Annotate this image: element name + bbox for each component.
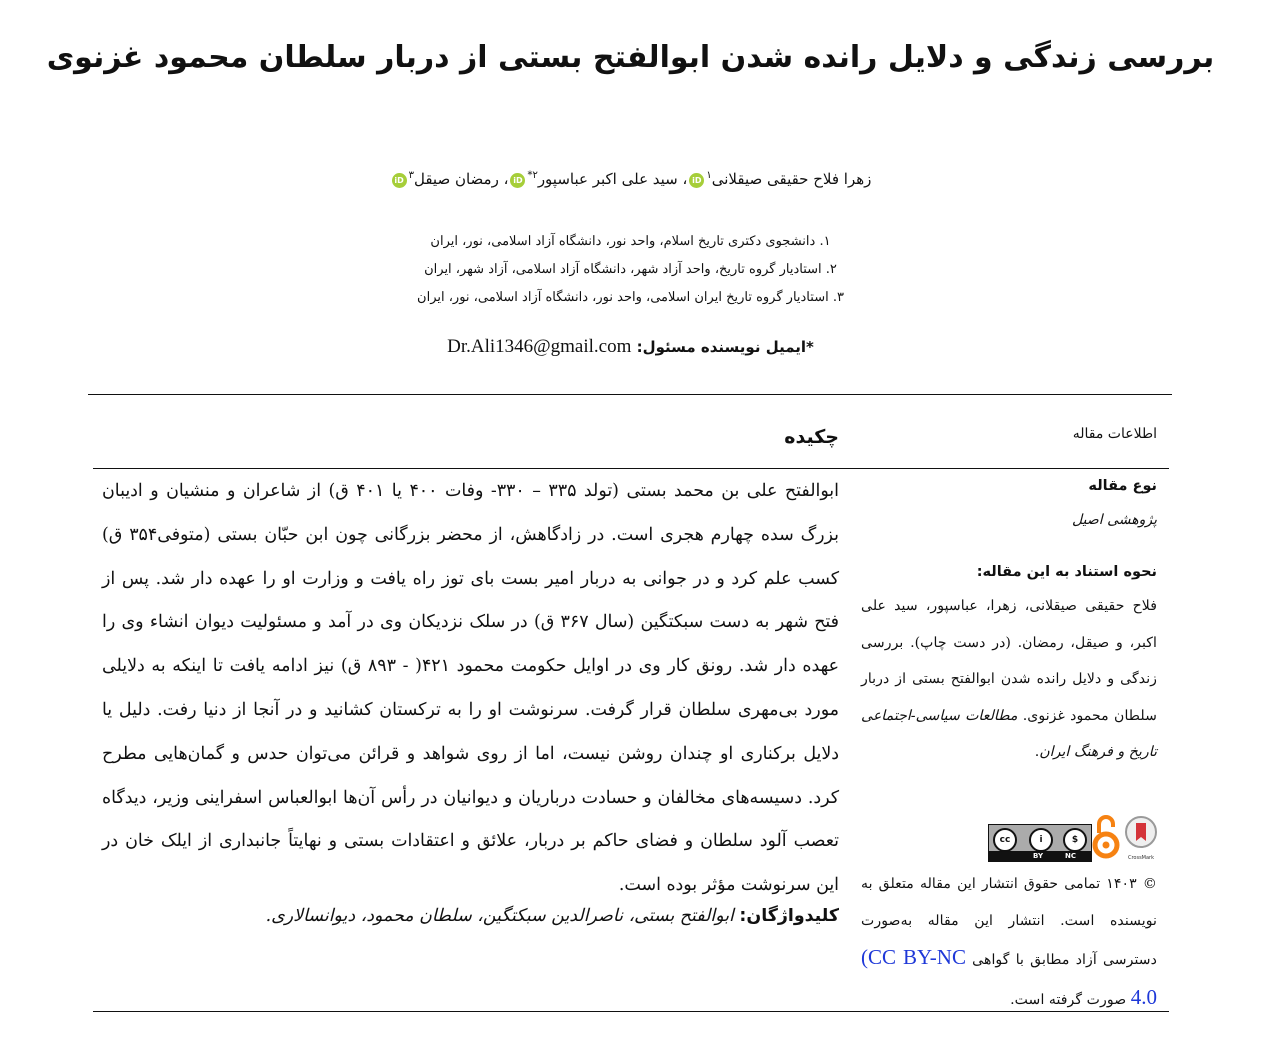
- paper-title: بررسی زندگی و دلایل رانده شدن ابوالفتح بستی از دربار سلطان محمود غزنوی: [46, 40, 1215, 75]
- open-access-icon: [1092, 813, 1120, 859]
- author-list: [0, 170, 1261, 188]
- email-label: *ایمیل نویسنده مسئول:: [631, 338, 814, 356]
- author-name: زهرا فلاح حقیقی صیقلانی: [711, 170, 872, 188]
- license-text-end: صورت گرفته است.: [1010, 991, 1131, 1008]
- cc-by-label: BY: [1033, 852, 1044, 860]
- citation-label: نحوه استناد به این مقاله:: [976, 564, 1157, 580]
- author-name: سید علی اکبر عباسپور: [537, 170, 678, 188]
- cc-nc-label: NC: [1065, 852, 1076, 860]
- abstract-text: ابوالفتح علی بن محمد بستی (تولد ۳۳۵ – ۳۳۰- وفات ۴۰۰ یا ۴۰۱ ق) از شاعران و منشیان و ادیبان بزرگ سده چهارم هجری است. در زادگاهش، از محضر بزرگانی چون ابن حبّان بستی (متوفی‌۳۵۴ ق) کسب علم کرد و در جوانی به دربار امیر بست بای توز راه یافت و وزارت او را عهده دار شد. پس از فتح شهر به دست سبکتگین (سال ۳۶۷ ق) در سلک نزدیکان وی در آمد و مسئولیت دیوان انشاء وی را عهده دار شد. رونق کار وی در اوایل حکومت محمود ۴۲۱( - ۸۹۳ ق) نیز ادامه یافت تا اینکه به دلایلی مورد بی‌مهری سلطان قرار گرفت. سرنوشت او را به ترکستان کشانید و در آنجا از دنیا رفت. دلیل یا دلایل برکناری او چندان روشن نیست، اما از روی شواهد و قرائن می‌توان حدس و گمان‌هایی مطرح کرد. دسیسه‌های مخالفان و حسادت درباریان و دیوانیان در رأس آن‌ها ابوالعباس اسفراینی وزیر، دیدگاه تعصب آلود سلطان و فضای حاکم بر دربار، علائق و اعتقادات بستی و نهایتاً جانبداری از ایلک خان در این سرنوشت مؤثر بوده است.: [102, 481, 840, 896]
- citation-end: .: [1034, 744, 1040, 760]
- footer-divider: [93, 1011, 1169, 1012]
- license-logos: [988, 813, 1158, 861]
- abstract-body: [102, 470, 839, 908]
- article-info-heading: اطلاعات مقاله: [1072, 426, 1157, 442]
- author-affiliation-number: ۲*: [527, 170, 538, 181]
- affiliation-line: ۱. دانشجوی دکتری تاریخ اسلام، واحد نور، دانشگاه آزاد اسلامی، نور، ایران: [430, 234, 831, 249]
- affiliation-list: [0, 228, 1261, 312]
- article-type-label: نوع مقاله: [1088, 478, 1157, 494]
- author-separator: ،: [677, 170, 688, 188]
- orcid-icon[interactable]: iD: [392, 173, 407, 188]
- citation-journal: مطالعات سیاسی-اجتماعی تاریخ و فرهنگ ایران: [861, 707, 1157, 760]
- author-affiliation-number: ۱: [706, 170, 712, 181]
- affiliation-line: ۲. استادیار گروه تاریخ، واحد آزاد شهر، دانشگاه آزاد اسلامی، آزاد شهر، ایران: [424, 262, 837, 277]
- crossmark-icon[interactable]: [1124, 815, 1158, 861]
- cc-license-link[interactable]: (CC BY-NC 4.0: [861, 945, 1157, 1009]
- license-text-start: © ۱۴۰۳ تمامی حقوق انتشار این مقاله متعلق به نویسنده است. انتشار این مقاله به‌صورت دسترسی آزاد مطابق با گواهی: [861, 876, 1157, 968]
- by-person-icon: i: [1029, 828, 1053, 852]
- orcid-icon[interactable]: iD: [689, 173, 704, 188]
- corresponding-email: [0, 336, 1261, 358]
- cc-by-nc-license-icon[interactable]: [988, 824, 1092, 862]
- keywords: [102, 906, 839, 926]
- author-separator: ،: [498, 170, 509, 188]
- author-name: رمضان صیقل: [413, 170, 499, 188]
- crossmark-label: CrossMark: [1127, 855, 1155, 861]
- orcid-icon[interactable]: iD: [510, 173, 525, 188]
- noncommercial-icon: $: [1063, 828, 1087, 852]
- email-link[interactable]: Dr.Ali1346@gmail.com: [447, 336, 632, 357]
- citation-text: [861, 588, 1157, 771]
- license-statement: [861, 866, 1157, 1018]
- abstract-heading: چکیده: [784, 426, 839, 448]
- author-affiliation-number: ۳: [408, 170, 414, 181]
- article-info-sidebar: [861, 472, 1157, 771]
- citation-body: فلاح حقیقی صیقلانی، زهرا، عباسپور، سید علی اکبر، و صیقل، رمضان. (در دست چاپ). بررسی زندگی و دلایل رانده شدن ابوالفتح بستی از دربار سلطان محمود غزنوی.: [861, 598, 1157, 724]
- keywords-label: کلیدواژگان:: [739, 906, 839, 926]
- keywords-list: ابوالفتح بستی، ناصرالدین سبکتگین، سلطان محمود، دیوانسالاری.: [265, 906, 740, 926]
- header-divider: [88, 394, 1172, 395]
- cc-icon: cc: [993, 828, 1017, 852]
- article-type-value: پژوهشی اصیل: [1072, 512, 1157, 528]
- affiliation-line: ۳. استادیار گروه تاریخ ایران اسلامی، واحد نور، دانشگاه آزاد اسلامی، نور، ایران: [417, 290, 844, 305]
- section-divider: [93, 468, 1169, 469]
